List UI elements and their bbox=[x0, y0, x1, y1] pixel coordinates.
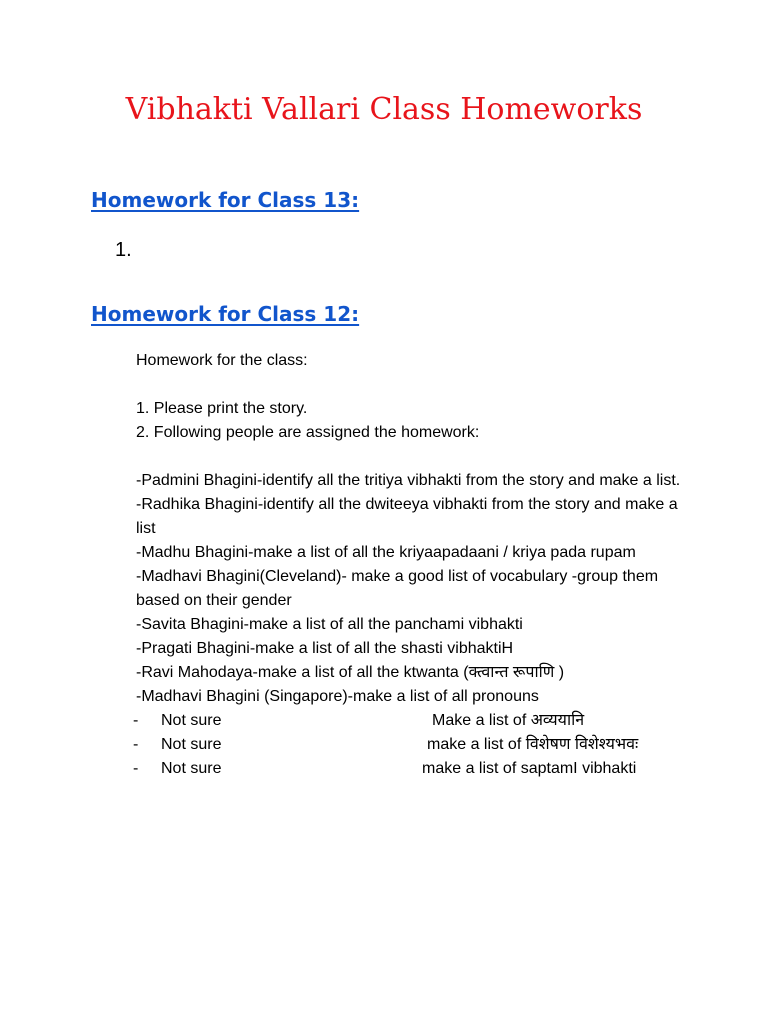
task: Make a list of अव्ययानि bbox=[432, 712, 585, 729]
assignee: Not sure bbox=[161, 736, 222, 753]
bullet-dash: - bbox=[133, 736, 139, 753]
unassigned-row bbox=[133, 709, 696, 733]
assignment-item: -Padmini Bhagini-identify all the tritiya vibhakti from the story and make a list. bbox=[136, 472, 681, 489]
assignee: Not sure bbox=[161, 760, 222, 777]
class-12-content bbox=[133, 349, 696, 781]
assignment-item: -Pragati Bhagini-make a list of all the shasti vibhaktiH bbox=[136, 640, 514, 657]
assignment-item: -Madhavi Bhagini(Cleveland)- make a good list of vocabulary -group them based on their gender bbox=[136, 568, 659, 609]
assignee: Not sure bbox=[161, 712, 222, 729]
unassigned-row bbox=[133, 757, 696, 781]
step-item: 2. Following people are assigned the homework: bbox=[136, 424, 480, 441]
class-12-heading: Homework for Class 12: bbox=[91, 302, 360, 326]
bullet-dash: - bbox=[133, 712, 139, 729]
unassigned-row bbox=[133, 733, 696, 757]
spacer bbox=[136, 445, 696, 469]
assignment-item: -Radhika Bhagini-identify all the dwiteeya vibhakti from the story and make a list bbox=[136, 496, 678, 537]
assignment-item: -Ravi Mahodaya-make a list of all the ktwanta (क्त्वान्त रूपाणि ) bbox=[136, 664, 565, 681]
page-title: Vibhakti Vallari Class Homeworks bbox=[125, 92, 643, 127]
class-13-heading: Homework for Class 13: bbox=[91, 188, 360, 212]
task: make a list of विशेषण विशेश्यभवः bbox=[427, 736, 639, 753]
assignment-item: -Madhavi Bhagini (Singapore)-make a list of all pronouns bbox=[136, 688, 539, 705]
bullet-dash: - bbox=[133, 760, 139, 777]
class-12-intro: Homework for the class: bbox=[136, 352, 308, 369]
step-item: 1. Please print the story. bbox=[136, 400, 308, 417]
spacer bbox=[136, 373, 696, 397]
assignment-item: -Savita Bhagini-make a list of all the panchami vibhakti bbox=[136, 616, 523, 633]
class-13-list-item: 1. bbox=[115, 239, 132, 261]
task: make a list of saptamI vibhakti bbox=[422, 760, 637, 777]
assignment-item: -Madhu Bhagini-make a list of all the kriyaapadaani / kriya pada rupam bbox=[136, 544, 636, 561]
